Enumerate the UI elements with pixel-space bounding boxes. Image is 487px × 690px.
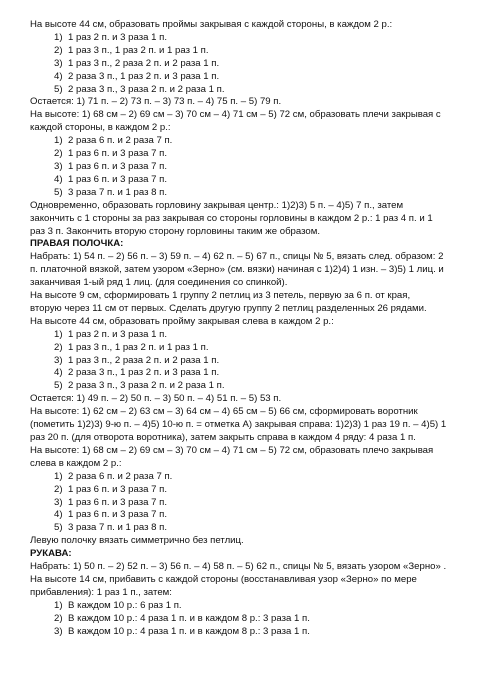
list-item: 2) 1 раз 6 п. и 3 раза 7 п. [54, 148, 168, 160]
list-item: 3) В каждом 10 р.: 4 раза 1 п. и в каждом 8 р.: 3 раза 1 п. [54, 625, 310, 637]
cast-on-line: п. платочной вязкой, затем узором «Зерно» (см. вязки) начиная с 1)2)4) 1 изн. – 3)5) 1 лиц. и [30, 264, 444, 276]
shoulders-intro-line: каждой стороны, в каждом 2 р.: [30, 122, 171, 134]
collar-line: На высоте: 1) 62 см – 2) 63 см – 3) 64 см – 4) 65 см – 5) 66 см, сформировать воротник [30, 406, 418, 418]
shoulder-list [30, 471, 471, 536]
list-item: 4) 1 раз 6 п. и 3 раза 7 п. [54, 509, 168, 521]
armhole-intro: На высоте 44 см, образовать проймы закрывая с каждой стороны, в каждом 2 р.: [30, 19, 393, 30]
cast-on-line: заканчивая 1-ый ряд 1 лиц. (для соединения со спинкой). [30, 277, 288, 289]
increase-line: На высоте 14 см, прибавить с каждой стороны (восстанавливая узор «Зерно» по мере [30, 573, 417, 585]
list-item: 2) 1 раз 6 п. и 3 раза 7 п. [54, 483, 168, 495]
shoulder-intro-line: слева в каждом 2 р.: [30, 457, 122, 469]
collar-line: (пометить 1)2)3) 9-ю п. – 4)5) 10-ю п. = отметка А) закрывая справа: 1)2)3) 1 раз 19 п. – 4)5) 1 [30, 419, 447, 431]
list-item: 2) 1 раз 3 п., 1 раз 2 п. и 1 раз 1 п. [54, 44, 209, 56]
list-item: 3) 1 раз 6 п. и 3 раза 7 п. [54, 496, 168, 508]
armhole-intro: На высоте 44 см, образовать пройму закрывая слева в каждом 2 р.: [30, 315, 334, 327]
list-item: 5) 2 раза 3 п., 3 раза 2 п. и 2 раза 1 п. [54, 83, 225, 95]
list-item: 3) 1 раз 6 п. и 3 раза 7 п. [54, 160, 168, 172]
cast-on-line: Набрать: 1) 54 п. – 2) 56 п. – 3) 59 п. – 4) 62 п. – 5) 67 п., спицы № 5, вязать след. образом: 2 [30, 251, 444, 263]
neckline-line: закончить с 1 стороны за раз закрывая со стороны горловины в каждом 2 р.: 1 раз 4 п. и 1 [30, 212, 433, 224]
neckline-line: Одновременно, образовать горловину закрывая центр.: 1)2)3) 5 п. – 4)5) 7 п., затем [30, 199, 404, 211]
remain-line: Остается: 1) 49 п. – 2) 50 п. – 3) 50 п. – 4) 51 п. – 5) 53 п. [30, 393, 282, 405]
list-item: 4) 2 раза 3 п., 1 раз 2 п. и 3 раза 1 п. [54, 367, 220, 379]
list-item: 1) 1 раз 2 п. и 3 раза 1 п. [54, 31, 168, 43]
armhole-list [30, 32, 471, 97]
buttonholes-line: На высоте 9 см, сформировать 1 группу 2 петлиц из 3 петель, первую за 6 п. от края, [30, 290, 411, 302]
armhole-list [30, 329, 471, 394]
list-item: 5) 2 раза 3 п., 3 раза 2 п. и 2 раза 1 п. [54, 380, 225, 392]
sleeve-cast-on-line: Набрать: 1) 50 п. – 2) 52 п. – 3) 56 п. – 4) 58 п. – 5) 62 п., спицы № 5, вязать узором «Зерно» . [30, 561, 447, 573]
list-item: 1) 2 раза 6 п. и 2 раза 7 п. [54, 135, 173, 147]
buttonholes-line: вторую через 11 см от первых. Сделать другую группу 2 петлиц разделенных 26 рядами. [30, 302, 427, 314]
list-item: 2) В каждом 10 р.: 4 раза 1 п. и в каждом 8 р.: 3 раза 1 п. [54, 612, 310, 624]
remain-line: Остается: 1) 71 п. – 2) 73 п. – 3) 73 п. – 4) 75 п. – 5) 79 п. [30, 96, 282, 108]
list-item: 1) 2 раза 6 п. и 2 раза 7 п. [54, 470, 173, 482]
section-heading-right-front: ПРАВАЯ ПОЛОЧКА: [30, 238, 124, 250]
increase-line: прибавления): 1 раз 1 п., затем: [30, 586, 172, 598]
list-item: 4) 2 раза 3 п., 1 раз 2 п. и 3 раза 1 п. [54, 70, 220, 82]
list-item: 2) 1 раз 3 п., 1 раз 2 п. и 1 раз 1 п. [54, 341, 209, 353]
list-item: 3) 1 раз 3 п., 2 раза 2 п. и 2 раза 1 п. [54, 354, 220, 366]
shoulder-intro-line: На высоте: 1) 68 см – 2) 69 см – 3) 70 см – 4) 71 см – 5) 72 см, образовать плечо закрывая [30, 444, 434, 456]
shoulders-intro-line: На высоте: 1) 68 см – 2) 69 см – 3) 70 см – 4) 71 см – 5) 72 см, образовать плечи закрывая с [30, 109, 441, 121]
section-heading-sleeves: РУКАВА: [30, 548, 72, 560]
list-item: 1) 1 раз 2 п. и 3 раза 1 п. [54, 328, 168, 340]
shoulders-list [30, 135, 471, 200]
collar-line: раз 20 п. (для отворота воротника), затем закрыть справа в каждом 4 ряду: 4 раза 1 п. [30, 432, 416, 443]
list-item: 1) В каждом 10 р.: 6 раз 1 п. [54, 599, 182, 611]
list-item: 4) 1 раз 6 п. и 3 раза 7 п. [54, 173, 168, 185]
list-item: 5) 3 раза 7 п. и 1 раз 8 п. [54, 186, 168, 198]
list-item: 3) 1 раз 3 п., 2 раза 2 п. и 2 раза 1 п. [54, 57, 220, 69]
left-front-note: Левую полочку вязать симметрично без петлиц. [30, 535, 244, 547]
list-item: 5) 3 раза 7 п. и 1 раз 8 п. [54, 522, 168, 534]
neckline-line: раз 3 п. Закончить вторую сторону горловины таким же образом. [30, 225, 321, 237]
increase-list [30, 600, 471, 639]
